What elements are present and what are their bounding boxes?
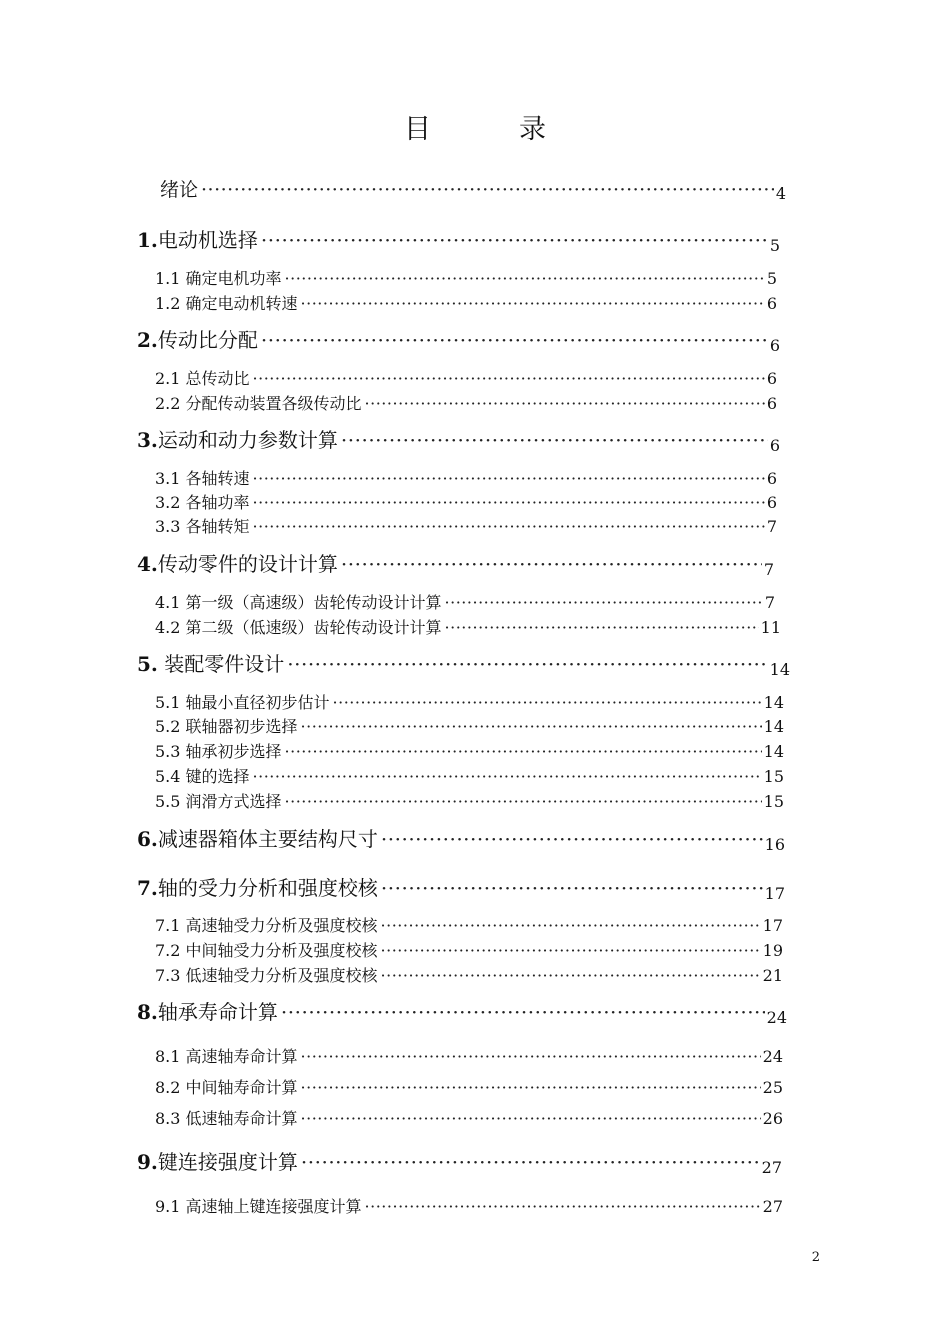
toc-item-page: 24 — [762, 1047, 783, 1066]
toc-leader-dots — [285, 269, 765, 288]
toc-section-label: 传动比分配 — [157, 328, 258, 352]
toc-section-number: 7. — [137, 876, 158, 900]
toc-item-3-3[interactable] — [155, 514, 777, 537]
toc-section-number: 5. — [137, 652, 158, 676]
toc-leader-dots — [365, 1197, 761, 1216]
toc-item-page: 6 — [766, 394, 777, 413]
toc-item-page: 19 — [762, 941, 783, 960]
toc-leader-dots — [445, 618, 759, 637]
toc-section-page: 6 — [769, 436, 780, 453]
toc-section-9[interactable] — [137, 1146, 782, 1175]
toc-section-3[interactable] — [137, 424, 780, 453]
toc-item-label: 1.2 确定电动机转速 — [155, 294, 298, 313]
toc-entry-page: 4 — [775, 184, 786, 202]
toc-leader-dots — [333, 693, 762, 712]
toc-item-4-2[interactable] — [155, 615, 781, 638]
toc-leader-dots — [285, 792, 762, 811]
toc-item-1-2[interactable] — [155, 291, 777, 314]
toc-leader-dots — [261, 228, 768, 252]
toc-leader-dots — [253, 517, 765, 536]
toc-item-label: 4.2 第二级（低速级）齿轮传动设计计算 — [155, 618, 442, 637]
toc-leader-dots — [301, 1150, 760, 1174]
toc-item-page: 25 — [762, 1078, 783, 1097]
toc-leader-dots — [285, 742, 762, 761]
toc-leader-dots — [381, 827, 763, 851]
toc-item-page: 26 — [762, 1109, 783, 1128]
toc-item-5-2[interactable] — [155, 714, 784, 737]
toc-item-label: 3.1 各轴转速 — [155, 469, 250, 488]
toc-item-7-3[interactable] — [155, 963, 783, 986]
toc-item-page: 11 — [760, 618, 781, 637]
toc-item-label: 1.1 确定电机功率 — [155, 269, 282, 288]
toc-item-page: 27 — [762, 1197, 783, 1216]
toc-section-label: 运动和动力参数计算 — [157, 428, 338, 452]
toc-leader-dots — [301, 1078, 761, 1097]
toc-title-part1: 目 — [404, 114, 431, 145]
toc-title-part2: 录 — [519, 114, 546, 145]
toc-item-label: 3.2 各轴功率 — [155, 493, 250, 512]
toc-item-9-1[interactable] — [155, 1194, 783, 1217]
toc-section-page: 14 — [769, 660, 790, 677]
toc-item-page: 5 — [766, 269, 777, 288]
toc-leader-dots — [381, 916, 761, 935]
toc-leader-dots — [381, 941, 761, 960]
toc-section-label: 轴的受力分析和强度校核 — [157, 876, 378, 900]
toc-item-5-5[interactable] — [155, 789, 784, 812]
toc-section-label: 电动机选择 — [157, 228, 258, 252]
toc-section-7[interactable] — [137, 872, 785, 901]
toc-item-4-1[interactable] — [155, 590, 775, 613]
toc-item-8-3[interactable] — [155, 1106, 783, 1129]
toc-section-4[interactable] — [137, 548, 774, 577]
toc-leader-dots — [381, 876, 763, 900]
toc-entry-intro[interactable] — [160, 175, 786, 202]
toc-leader-dots — [301, 1047, 761, 1066]
toc-section-page: 17 — [764, 884, 785, 901]
toc-item-page: 14 — [763, 742, 784, 761]
toc-leader-dots — [253, 469, 765, 488]
toc-leader-dots — [341, 552, 762, 576]
toc-item-page: 21 — [762, 966, 783, 985]
toc-leader-dots — [253, 767, 762, 786]
toc-section-page: 7 — [763, 560, 774, 577]
toc-item-page: 14 — [763, 693, 784, 712]
toc-item-page: 14 — [763, 717, 784, 736]
toc-section-5[interactable] — [137, 648, 790, 677]
toc-item-label: 5.3 轴承初步选择 — [155, 742, 282, 761]
toc-section-number: 1. — [137, 228, 158, 252]
toc-item-page: 7 — [764, 593, 775, 612]
toc-item-label: 2.2 分配传动装置各级传动比 — [155, 394, 362, 413]
toc-item-label: 5.4 键的选择 — [155, 767, 250, 786]
toc-item-label: 4.1 第一级（高速级）齿轮传动设计计算 — [155, 593, 442, 612]
toc-leader-dots — [301, 717, 762, 736]
toc-section-label: 减速器箱体主要结构尺寸 — [157, 827, 378, 851]
toc-leader-dots — [445, 593, 763, 612]
toc-item-2-1[interactable] — [155, 366, 777, 389]
toc-item-label: 2.1 总传动比 — [155, 369, 250, 388]
toc-title — [0, 112, 950, 148]
toc-leader-dots — [201, 179, 774, 201]
toc-item-page: 17 — [762, 916, 783, 935]
toc-section-label: 轴承寿命计算 — [157, 1000, 278, 1024]
toc-item-1-1[interactable] — [155, 266, 777, 289]
toc-item-page: 6 — [766, 469, 777, 488]
toc-item-label: 5.5 润滑方式选择 — [155, 792, 282, 811]
toc-item-page: 6 — [766, 493, 777, 512]
toc-item-label: 8.2 中间轴寿命计算 — [155, 1078, 298, 1097]
toc-section-number: 9. — [137, 1150, 158, 1174]
toc-section-number: 3. — [137, 428, 158, 452]
toc-item-8-1[interactable] — [155, 1044, 783, 1067]
toc-item-page: 15 — [763, 767, 784, 786]
toc-item-label: 7.2 中间轴受力分析及强度校核 — [155, 941, 378, 960]
toc-item-page: 7 — [766, 517, 777, 536]
toc-section-8[interactable] — [137, 996, 787, 1025]
toc-leader-dots — [253, 493, 765, 512]
toc-leader-dots — [301, 1109, 761, 1128]
toc-section-label: 传动零件的设计计算 — [157, 552, 338, 576]
toc-item-2-2[interactable] — [155, 391, 777, 414]
toc-item-label: 3.3 各轴转矩 — [155, 517, 250, 536]
toc-item-3-1[interactable] — [155, 466, 777, 489]
toc-item-label: 8.3 低速轴寿命计算 — [155, 1109, 298, 1128]
toc-item-label: 7.3 低速轴受力分析及强度校核 — [155, 966, 378, 985]
toc-section-page: 24 — [766, 1008, 787, 1025]
toc-leader-dots — [253, 369, 765, 388]
toc-section-number: 2. — [137, 328, 158, 352]
toc-entry-label: 绪论 — [160, 179, 199, 201]
toc-section-label: 键连接强度计算 — [157, 1150, 298, 1174]
toc-item-label: 5.1 轴最小直径初步估计 — [155, 693, 330, 712]
toc-section-number: 8. — [137, 1000, 158, 1024]
toc-section-6[interactable] — [137, 823, 785, 852]
toc-item-page: 6 — [766, 369, 777, 388]
toc-leader-dots — [381, 966, 761, 985]
toc-leader-dots — [281, 1000, 765, 1024]
toc-section-number: 4. — [137, 552, 158, 576]
toc-section-1[interactable] — [137, 224, 780, 253]
toc-item-label: 5.2 联轴器初步选择 — [155, 717, 298, 736]
toc-leader-dots — [287, 652, 767, 676]
toc-section-number: 6. — [137, 827, 158, 851]
toc-item-label: 9.1 高速轴上键连接强度计算 — [155, 1197, 362, 1216]
toc-item-label: 8.1 高速轴寿命计算 — [155, 1047, 298, 1066]
toc-item-5-3[interactable] — [155, 739, 784, 762]
toc-item-label: 7.1 高速轴受力分析及强度校核 — [155, 916, 378, 935]
toc-item-5-4[interactable] — [155, 764, 784, 787]
toc-item-7-1[interactable] — [155, 913, 783, 936]
toc-section-page: 5 — [769, 236, 780, 253]
toc-item-page: 6 — [766, 294, 777, 313]
toc-section-page: 16 — [764, 835, 785, 852]
toc-item-5-1[interactable] — [155, 690, 784, 713]
page-number: 2 — [811, 1250, 820, 1265]
toc-leader-dots — [341, 428, 768, 452]
toc-item-7-2[interactable] — [155, 938, 783, 961]
toc-leader-dots — [301, 294, 765, 313]
toc-section-label: 装配零件设计 — [157, 652, 285, 676]
toc-item-8-2[interactable] — [155, 1075, 783, 1098]
toc-section-page: 27 — [761, 1158, 782, 1175]
toc-item-3-2[interactable] — [155, 490, 777, 513]
toc-item-page: 15 — [763, 792, 784, 811]
toc-section-page: 6 — [769, 336, 780, 353]
toc-section-2[interactable] — [137, 324, 780, 353]
toc-leader-dots — [261, 328, 768, 352]
toc-leader-dots — [365, 394, 765, 413]
